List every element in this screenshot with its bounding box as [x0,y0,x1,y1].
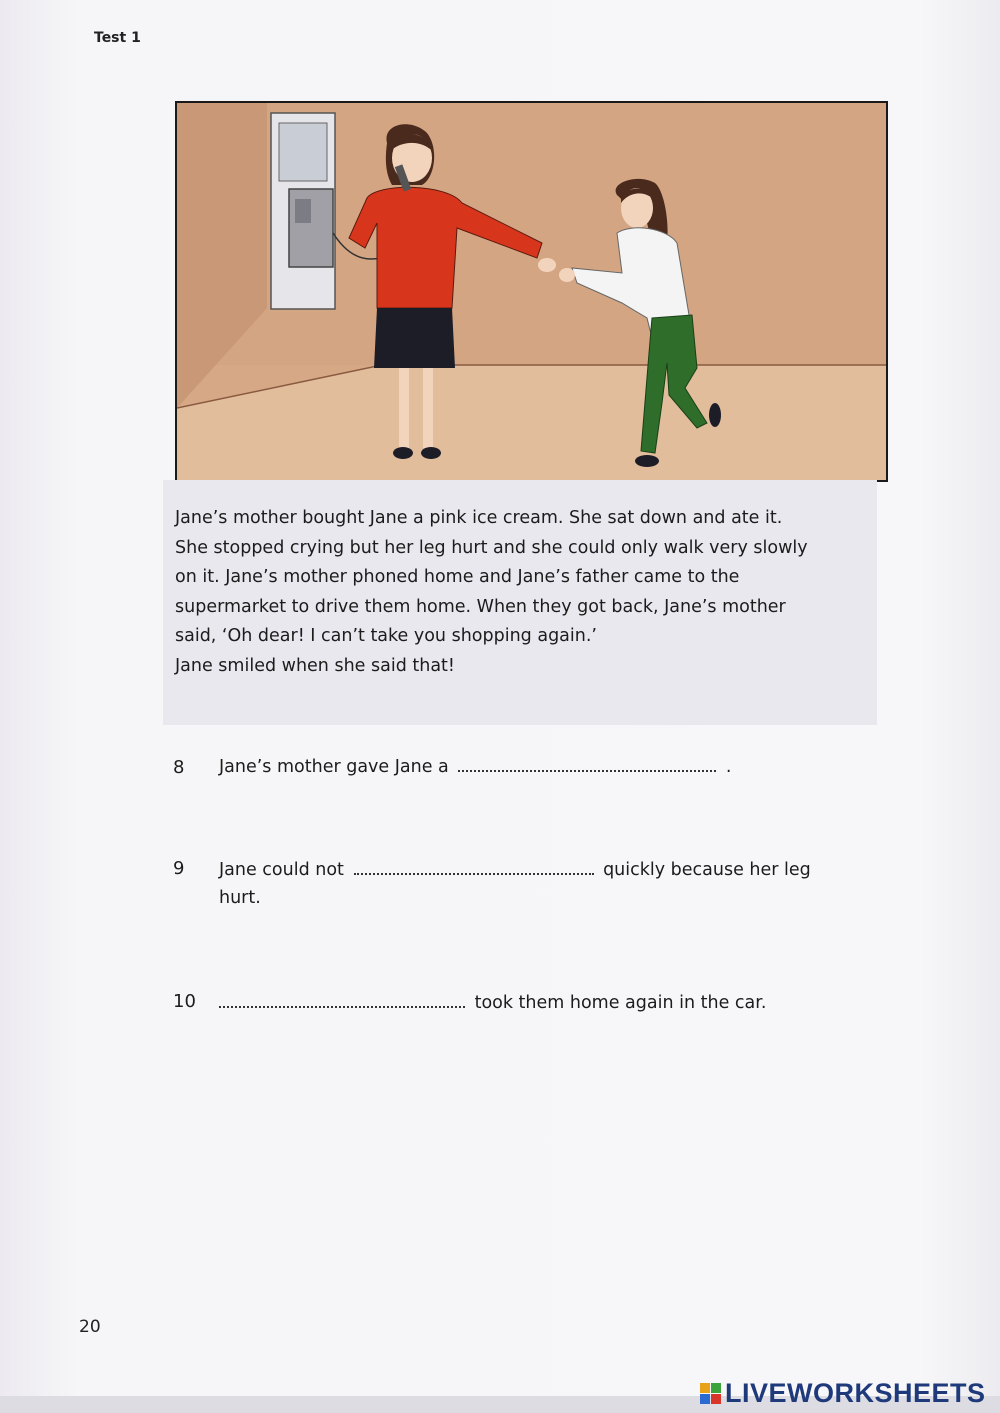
story-passage [175,504,875,681]
story-line: on it. Jane’s mother phoned home and Jane’s father came to the [175,567,740,587]
question-10-number: 10 [173,991,196,1012]
page-number: 20 [79,1317,101,1337]
question-8-answer-blank[interactable] [458,768,716,772]
logo-square [711,1383,721,1393]
liveworksheets-logo[interactable] [700,1378,986,1408]
question-10-answer-blank[interactable] [219,1004,465,1008]
floor [177,365,886,480]
question-10 [219,993,766,1013]
story-line: supermarket to drive them home. When they got back, Jane’s mother [175,596,786,617]
question-10-end: took them home again in the car. [474,993,767,1013]
question-8-text: Jane’s mother gave Jane a [219,757,449,777]
story-line: She stopped crying but her leg hurt and she could only walk very slowly [175,537,808,558]
question-9-continuation: hurt. [219,888,261,908]
logo-square [700,1394,710,1404]
story-line: Jane’s mother bought Jane a pink ice cream. She sat down and ate it. [175,508,783,528]
question-9-number: 9 [173,858,185,879]
question-9-text: Jane could not [219,860,344,880]
question-9-answer-blank[interactable] [354,871,594,875]
question-8-end: . [725,757,732,777]
question-9 [219,860,811,880]
logo-square [700,1383,710,1393]
story-line: said, ‘Oh dear! I can’t take you shopping again.’ [175,626,597,646]
phone-scene-illustration [175,101,888,482]
question-8-number: 8 [173,757,185,778]
test-header: Test 1 [94,30,141,46]
story-line: Jane smiled when she said that! [175,655,455,676]
logo-icon [700,1383,721,1404]
logo-text: LIVEWORKSHEETS [725,1377,986,1408]
logo-square [711,1394,721,1404]
question-9-end: quickly because her leg [603,860,811,880]
question-8 [219,757,732,777]
